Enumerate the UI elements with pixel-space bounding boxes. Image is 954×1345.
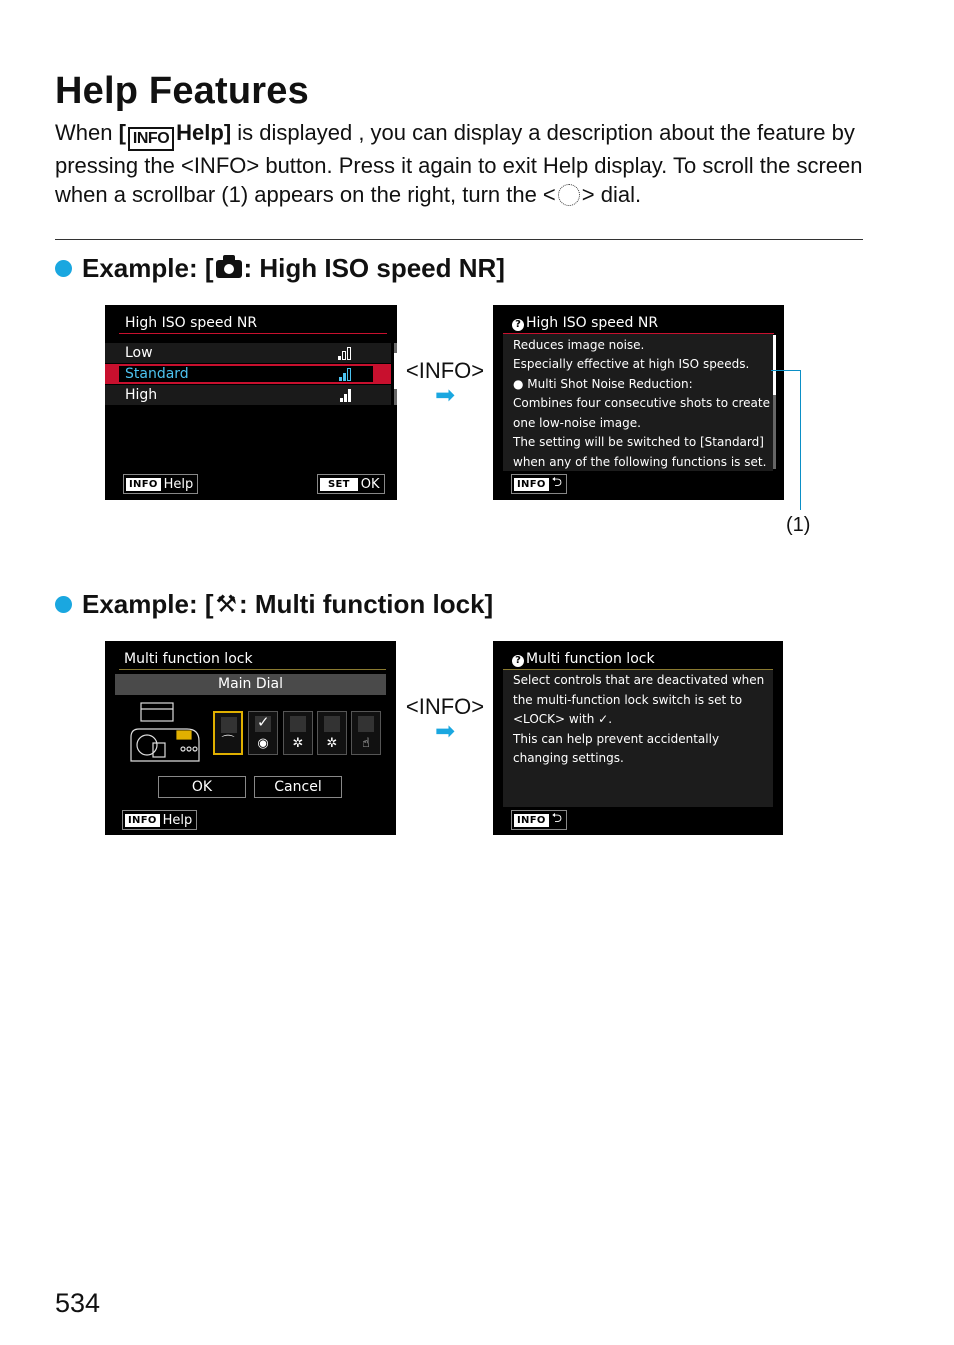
help-scrollbar-thumb[interactable]	[773, 335, 776, 395]
help-line: ● Multi Shot Noise Reduction:	[513, 377, 693, 391]
help-line: Especially effective at high ISO speeds.	[513, 357, 750, 371]
scrollbar-callout-line	[800, 370, 801, 510]
help-line: Select controls that are deactivated when	[513, 673, 765, 687]
help-line: This can help prevent accidentally	[513, 732, 720, 746]
info-help-button[interactable]: INFO Help	[123, 474, 198, 494]
help-line: one low-noise image.	[513, 416, 641, 430]
help-line: changing settings.	[513, 751, 624, 765]
info-button-mark: <INFO>	[180, 153, 260, 178]
screen-title: Multi function lock	[124, 651, 253, 667]
cancel-button[interactable]: Cancel	[254, 776, 342, 798]
bullet-icon	[55, 260, 72, 277]
help-line: when any of the following functions is set.	[513, 455, 767, 469]
control-slot-touch[interactable]: ☝	[351, 711, 381, 755]
control-slot-multi-controller[interactable]: ✲	[283, 711, 313, 755]
help-question-icon: ?	[512, 319, 524, 331]
info-back-button[interactable]: INFO ⮌	[511, 810, 567, 830]
wrench-icon: ⚒	[215, 591, 238, 618]
control-slot-quick-control-dial[interactable]: ✓ ◉	[248, 711, 278, 755]
menu-option-high[interactable]: High	[105, 385, 391, 405]
multi-function-lock-screen	[105, 641, 396, 835]
help-title: ? High ISO speed NR	[512, 315, 658, 331]
help-line: The setting will be switched to [Standard]	[513, 435, 764, 449]
scrollbar-thumb[interactable]	[394, 353, 397, 389]
info-button-icon: INFO	[128, 127, 174, 151]
intro-paragraph: When [ INFO Help] is displayed , you can display a description about the feature by pressing the <INFO> button. Press it again to exit Help display. To scroll the screen when a scrollbar (1) appears on the right, turn the < > dial.	[55, 120, 863, 207]
control-slot-main-dial[interactable]: ⌒	[213, 711, 243, 755]
iso-nr-help-screen	[493, 305, 784, 500]
back-arrow-icon: ⮌	[551, 475, 563, 490]
screen-title: High ISO speed NR	[125, 315, 258, 331]
help-title: ? Multi function lock	[512, 651, 655, 667]
ok-button[interactable]: OK	[158, 776, 246, 798]
scrollbar-callout-line	[771, 370, 801, 371]
section-divider	[55, 239, 863, 240]
help-line: <LOCK> with ✓.	[513, 712, 613, 726]
arrow-right-icon: ➡	[434, 382, 456, 409]
menu-option-low[interactable]: Low	[105, 343, 391, 363]
page-number: 534	[55, 1288, 101, 1318]
info-help-button[interactable]: INFO Help	[122, 810, 197, 830]
example1-heading: Example: [ : High ISO speed NR]	[55, 253, 505, 284]
level-bars-icon	[340, 389, 351, 402]
multi-function-lock-help-screen	[493, 641, 783, 835]
iso-nr-menu-screen	[105, 305, 397, 500]
menu-option-standard[interactable]: Standard	[105, 364, 391, 384]
help-question-icon: ?	[512, 655, 524, 667]
main-dial-icon	[558, 184, 580, 206]
set-ok-button[interactable]: SET OK	[317, 474, 385, 494]
camera-icon	[216, 260, 242, 278]
page-title: Help Features	[55, 70, 309, 112]
control-slot-multi-controller-2[interactable]: ✲	[317, 711, 347, 755]
level-bars-icon	[338, 347, 351, 360]
example2-heading: Example: [ ⚒ : Multi function lock]	[55, 589, 493, 620]
info-transition-arrow: <INFO> ➡	[403, 694, 487, 744]
help-line: Reduces image noise.	[513, 338, 645, 352]
help-line: the multi-function lock switch is set to	[513, 693, 743, 707]
scrollbar-callout-label: (1)	[786, 514, 811, 536]
title-underline	[119, 333, 387, 334]
main-dial-header: Main Dial	[115, 674, 386, 695]
info-transition-arrow: <INFO> ➡	[403, 358, 487, 408]
info-back-button[interactable]: INFO ⮌	[511, 474, 567, 494]
level-bars-icon	[339, 368, 351, 381]
back-arrow-icon: ⮌	[551, 811, 563, 826]
bullet-icon	[55, 596, 72, 613]
camera-body-icon	[127, 701, 207, 765]
arrow-right-icon: ➡	[434, 718, 456, 745]
help-line: Combines four consecutive shots to create	[513, 396, 770, 410]
checkmark-icon: ✓	[257, 713, 270, 731]
